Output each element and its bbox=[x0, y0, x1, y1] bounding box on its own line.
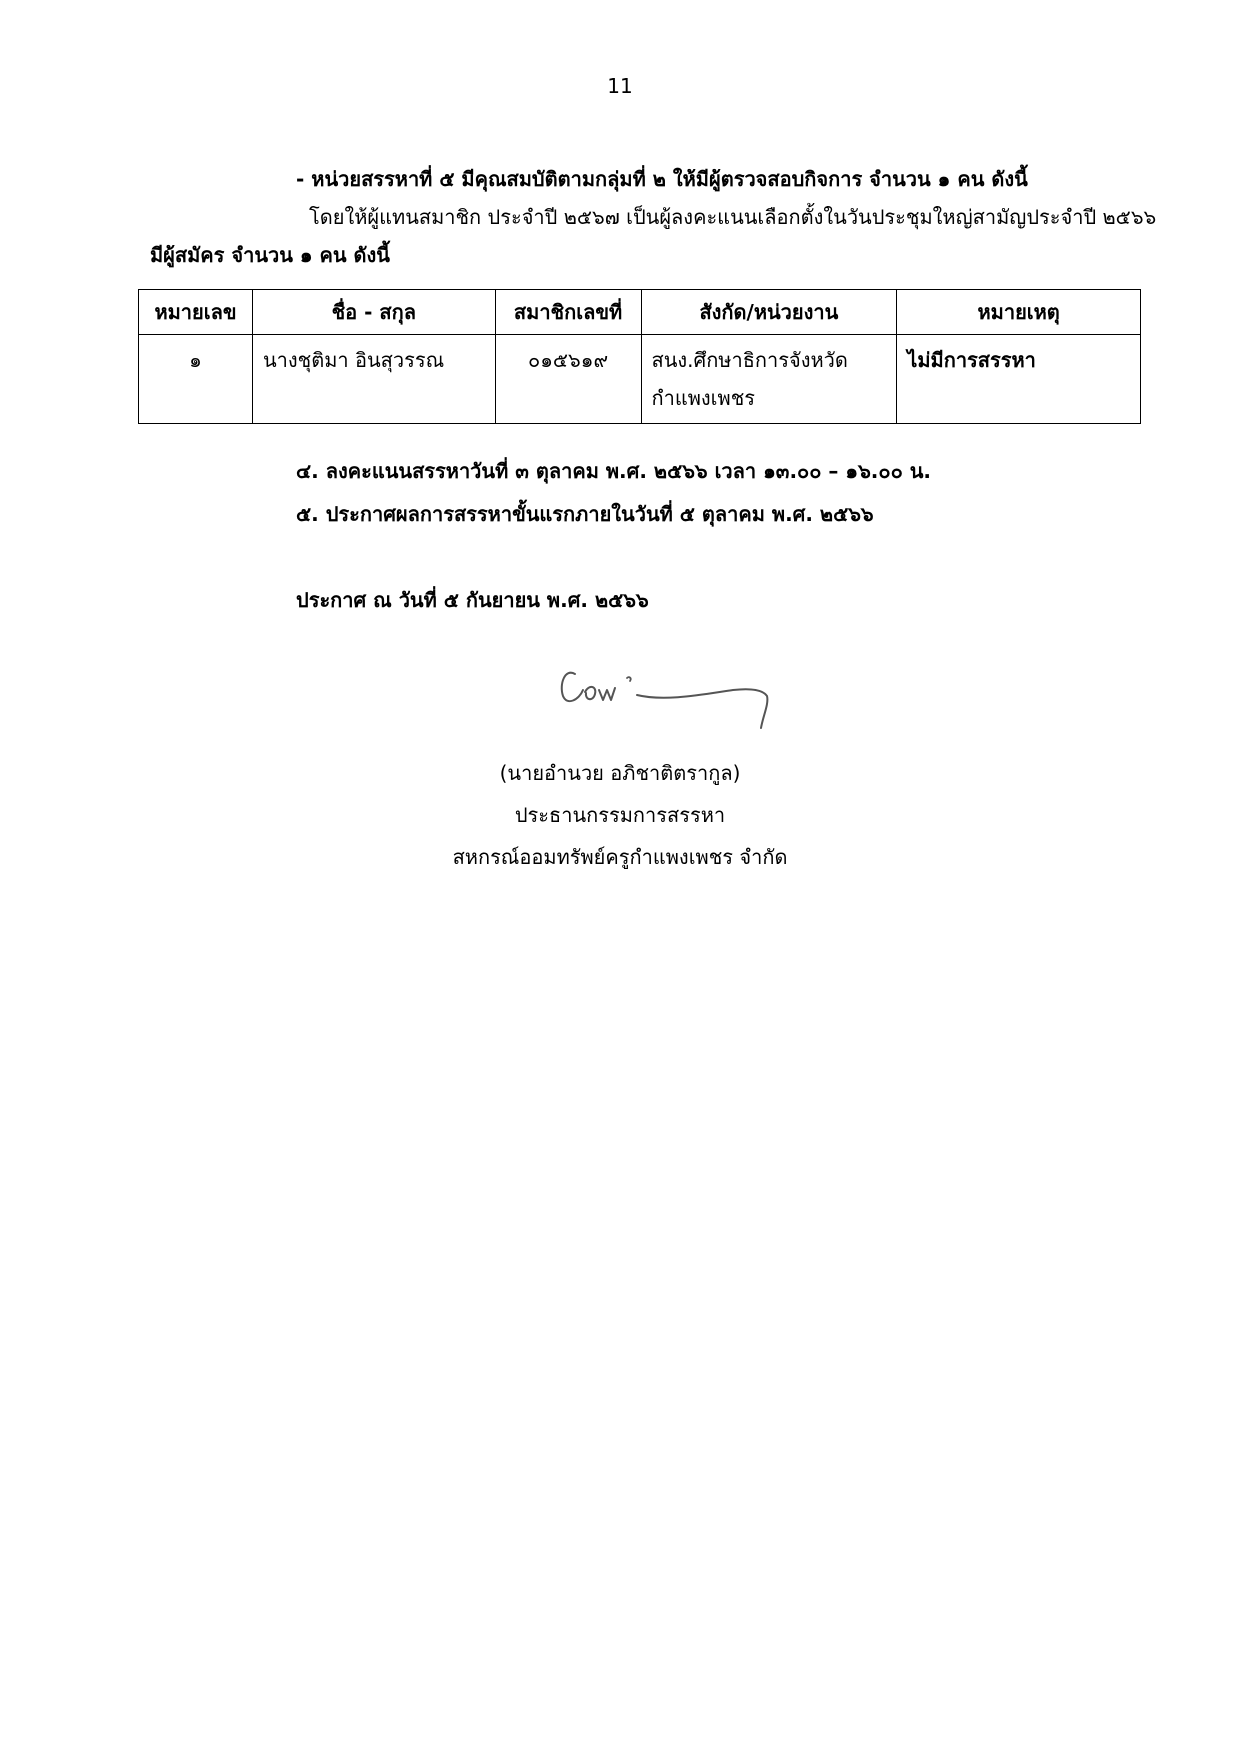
applicants-line: มีผู้สมัคร จำนวน ๑ คน ดังนี้ bbox=[150, 243, 390, 267]
item-5: ๕. ประกาศผลการสรรหาขั้นแรกภายในวันที่ ๕ ตุลาคม พ.ศ. ๒๕๖๖ bbox=[296, 502, 874, 526]
announcement-date: ประกาศ ณ วันที่ ๕ กันยายน พ.ศ. ๒๕๖๖ bbox=[296, 588, 649, 612]
col-header-name: ชื่อ - สกุล bbox=[252, 290, 495, 335]
page-number: 11 bbox=[607, 74, 633, 98]
cell-note: ไม่มีการสรรหา bbox=[897, 335, 1141, 424]
table-header-row bbox=[139, 290, 1141, 335]
cell-member-no: ๐๑๕๖๑๙ bbox=[495, 335, 641, 424]
cell-number: ๑ bbox=[139, 335, 253, 424]
signatory-position: ประธานกรรมการสรรหา bbox=[514, 803, 726, 827]
col-header-note: หมายเหตุ bbox=[897, 290, 1141, 335]
col-header-unit: สังกัด/หน่วยงาน bbox=[641, 290, 897, 335]
handwritten-signature bbox=[555, 640, 785, 730]
candidate-table bbox=[138, 289, 1141, 424]
signatory-organization: สหกรณ์ออมทรัพย์ครูกำแพงเพชร จำกัด bbox=[452, 845, 788, 869]
cell-unit bbox=[641, 335, 897, 424]
col-header-member-no: สมาชิกเลขที่ bbox=[495, 290, 641, 335]
table-row bbox=[139, 335, 1141, 424]
cell-name: นางชุติมา อินสุวรรณ bbox=[252, 335, 495, 424]
item-4: ๔. ลงคะแนนสรรหาวันที่ ๓ ตุลาคม พ.ศ. ๒๕๖๖ เวลา ๑๓.๐๐ – ๑๖.๐๐ น. bbox=[296, 459, 932, 483]
cell-unit-line2: กำแพงเพชร bbox=[651, 386, 756, 410]
section-heading: - หน่วยสรรหาที่ ๕ มีคุณสมบัติตามกลุ่มที่ ๒ ให้มีผู้ตรวจสอบกิจการ จำนวน ๑ คน ดังนี้ bbox=[296, 167, 1028, 191]
section-detail: โดยให้ผู้แทนสมาชิก ประจำปี ๒๕๖๗ เป็นผู้ลงคะแนนเลือกตั้งในวันประชุมใหญ่สามัญประจำปี ๒๕๖๖ bbox=[309, 205, 1157, 229]
cell-unit-line1: สนง.ศึกษาธิการจังหวัด bbox=[651, 348, 848, 372]
signatory-name: (นายอำนวย อภิชาติตรากูล) bbox=[499, 761, 741, 785]
col-header-number: หมายเลข bbox=[139, 290, 253, 335]
